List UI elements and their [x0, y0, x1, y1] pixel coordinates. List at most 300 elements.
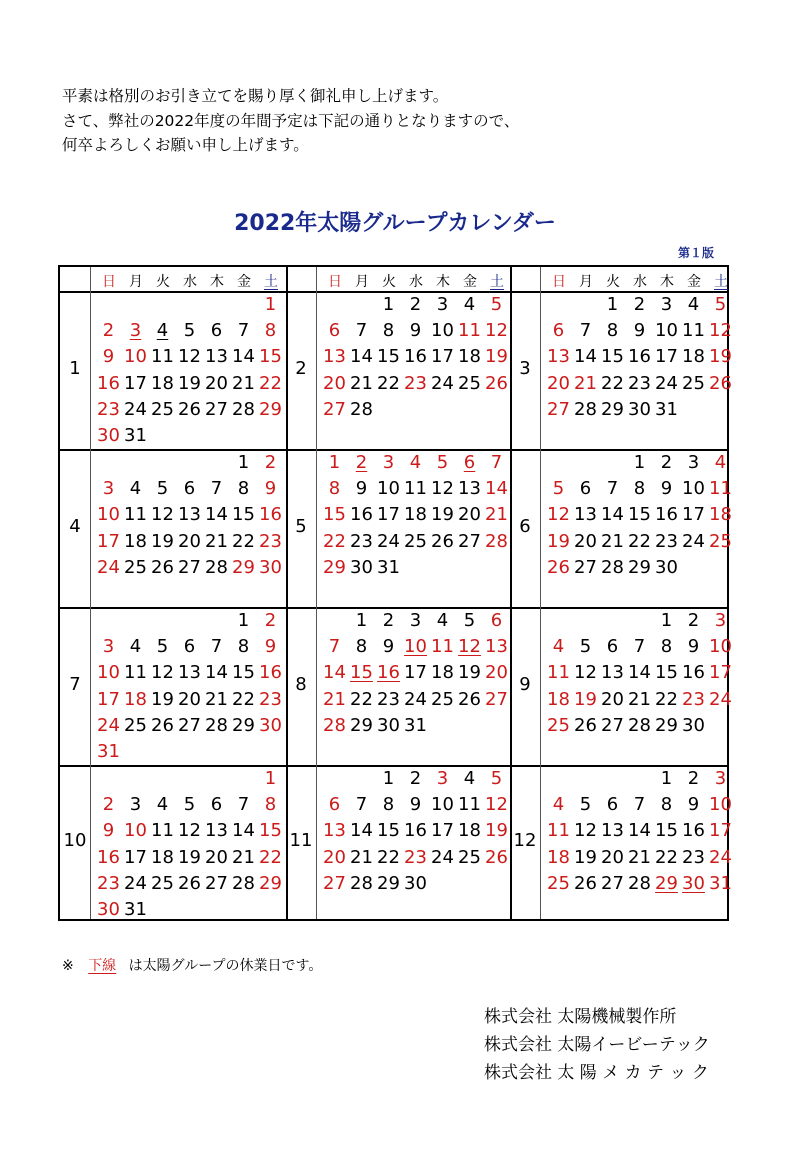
- day-cell: 13: [178, 504, 201, 526]
- day-cell: 27: [547, 398, 570, 420]
- day-cell: 28: [350, 872, 373, 894]
- day-cell: 4: [436, 610, 449, 631]
- day-cell: 21: [205, 688, 228, 710]
- day-cell: 15: [350, 662, 373, 684]
- day-cell: 11: [709, 478, 732, 500]
- day-cell: 2: [102, 794, 115, 816]
- weekday-header: 火: [156, 274, 170, 290]
- day-cell: 15: [259, 820, 282, 842]
- day-cell: 5: [156, 478, 169, 500]
- day-cell: 22: [655, 846, 678, 868]
- day-cell: 17: [431, 346, 454, 368]
- day-cell: 9: [660, 478, 673, 500]
- company-name: 株式会社 太陽イービーテック: [484, 1035, 710, 1055]
- day-cell: 9: [382, 636, 395, 658]
- day-cell: 24: [431, 846, 454, 868]
- day-cell: 23: [655, 530, 678, 552]
- day-cell: 31: [124, 899, 147, 920]
- day-cell: 29: [323, 556, 346, 578]
- day-cell: 20: [323, 372, 346, 394]
- day-cell: 1: [264, 768, 277, 789]
- day-cell: 29: [655, 714, 678, 736]
- greeting-line: さて、弊社の2022年度の年間予定は下記の通りとなりますので、: [62, 111, 520, 130]
- day-cell: 23: [404, 846, 427, 868]
- day-cell: 8: [660, 636, 673, 658]
- day-cell: 3: [129, 320, 142, 342]
- day-cell: 3: [714, 610, 727, 631]
- day-cell: 4: [129, 478, 142, 500]
- greeting-line: 平素は格別のお引き立てを賜り厚く御礼申し上げます。: [62, 87, 449, 105]
- day-cell: 15: [655, 662, 678, 684]
- day-cell: 26: [178, 398, 201, 420]
- day-cell: 13: [547, 346, 570, 368]
- day-cell: 16: [682, 662, 705, 684]
- day-cell: 22: [601, 372, 624, 394]
- day-cell: 25: [458, 846, 481, 868]
- edition-label: 第１版: [678, 246, 715, 260]
- day-cell: 31: [404, 714, 427, 736]
- day-cell: 28: [574, 398, 597, 420]
- day-cell: 20: [178, 688, 201, 710]
- day-cell: 8: [237, 478, 250, 500]
- calendar-grid: [58, 265, 732, 921]
- day-cell: 22: [232, 688, 255, 710]
- month-label: 9: [519, 674, 531, 695]
- day-cell: 10: [124, 820, 147, 842]
- weekday-header: 月: [579, 274, 593, 290]
- day-cell: 28: [485, 530, 508, 552]
- day-cell: 4: [156, 794, 169, 816]
- day-cell: 11: [458, 320, 481, 342]
- day-cell: 14: [323, 662, 346, 684]
- day-cell: 28: [232, 872, 255, 894]
- day-cell: 24: [709, 688, 732, 710]
- day-cell: 28: [628, 872, 651, 894]
- day-cell: 23: [350, 530, 373, 552]
- weekday-header: 木: [436, 274, 450, 290]
- day-cell: 7: [328, 636, 341, 658]
- day-cell: 16: [377, 662, 400, 684]
- day-cell: 30: [655, 556, 678, 578]
- day-cell: 26: [151, 714, 174, 736]
- day-cell: 27: [178, 556, 201, 578]
- day-cell: 17: [124, 372, 147, 394]
- day-cell: 30: [377, 714, 400, 736]
- greeting-line: 何卒よろしくお願い申し上げます。: [62, 136, 309, 154]
- month-label: 10: [63, 830, 87, 851]
- day-cell: 22: [655, 688, 678, 710]
- day-cell: 14: [350, 346, 373, 368]
- day-cell: 18: [404, 504, 427, 526]
- day-cell: 22: [259, 846, 282, 868]
- day-cell: 18: [709, 504, 732, 526]
- day-cell: 9: [409, 320, 422, 342]
- day-cell: 9: [264, 636, 277, 658]
- day-cell: 31: [124, 425, 147, 446]
- note-underline-example: 下線: [88, 958, 117, 974]
- day-cell: 7: [579, 320, 592, 342]
- day-cell: 25: [404, 530, 427, 552]
- day-cell: 26: [151, 556, 174, 578]
- day-cell: 9: [102, 346, 115, 368]
- day-cell: 16: [259, 662, 282, 684]
- day-cell: 7: [237, 794, 250, 816]
- day-cell: 16: [628, 346, 651, 368]
- day-cell: 8: [264, 794, 277, 816]
- day-cell: 31: [709, 872, 732, 894]
- day-cell: 4: [129, 636, 142, 658]
- day-cell: 26: [485, 846, 508, 868]
- day-cell: 10: [377, 478, 400, 500]
- day-cell: 15: [323, 504, 346, 526]
- day-cell: 19: [151, 688, 174, 710]
- day-cell: 8: [328, 478, 341, 500]
- day-cell: 23: [682, 688, 705, 710]
- day-cell: 20: [601, 846, 624, 868]
- day-cell: 15: [259, 346, 282, 368]
- day-cell: 2: [102, 320, 115, 342]
- weekday-header: 土: [490, 274, 504, 290]
- day-cell: 24: [431, 372, 454, 394]
- day-cell: 16: [97, 372, 120, 394]
- day-cell: 30: [97, 425, 120, 446]
- weekday-header: 金: [237, 274, 251, 290]
- day-cell: 17: [97, 530, 120, 552]
- day-cell: 18: [124, 688, 147, 710]
- day-cell: 29: [259, 398, 282, 420]
- month-label: 1: [69, 358, 81, 379]
- day-cell: 13: [485, 636, 508, 658]
- day-cell: 21: [350, 846, 373, 868]
- day-cell: 22: [259, 372, 282, 394]
- day-cell: 20: [458, 504, 481, 526]
- day-cell: 1: [328, 452, 341, 473]
- day-cell: 3: [102, 478, 115, 500]
- day-cell: 31: [377, 556, 400, 578]
- day-cell: 16: [404, 820, 427, 842]
- label-divider: [540, 267, 541, 919]
- day-cell: 29: [259, 872, 282, 894]
- day-cell: 4: [463, 294, 476, 315]
- day-cell: 6: [210, 320, 223, 342]
- day-cell: 30: [259, 556, 282, 578]
- day-cell: 23: [97, 872, 120, 894]
- label-divider: [316, 267, 317, 919]
- day-cell: 2: [264, 452, 277, 473]
- day-cell: 14: [485, 478, 508, 500]
- day-cell: 20: [205, 372, 228, 394]
- day-cell: 6: [579, 478, 592, 500]
- day-cell: 18: [547, 688, 570, 710]
- day-cell: 6: [328, 794, 341, 816]
- day-cell: 30: [682, 714, 705, 736]
- day-cell: 21: [574, 372, 597, 394]
- day-cell: 9: [355, 478, 368, 500]
- day-cell: 20: [485, 662, 508, 684]
- day-cell: 7: [490, 452, 503, 473]
- day-cell: 26: [547, 556, 570, 578]
- day-cell: 5: [714, 294, 727, 315]
- day-cell: 25: [547, 714, 570, 736]
- day-cell: 20: [574, 530, 597, 552]
- day-cell: 4: [156, 320, 169, 342]
- day-cell: 13: [458, 478, 481, 500]
- day-cell: 5: [490, 768, 503, 789]
- day-cell: 16: [682, 820, 705, 842]
- day-cell: 15: [601, 346, 624, 368]
- day-cell: 3: [436, 294, 449, 315]
- day-cell: 27: [323, 872, 346, 894]
- month-label: 11: [289, 830, 313, 851]
- day-cell: 30: [259, 714, 282, 736]
- day-cell: 14: [628, 662, 651, 684]
- day-cell: 3: [102, 636, 115, 658]
- day-cell: 28: [601, 556, 624, 578]
- day-cell: 8: [355, 636, 368, 658]
- day-cell: 20: [547, 372, 570, 394]
- day-cell: 18: [151, 372, 174, 394]
- day-cell: 26: [431, 530, 454, 552]
- day-cell: 6: [606, 794, 619, 816]
- day-cell: 16: [655, 504, 678, 526]
- row-divider: [60, 449, 727, 451]
- day-cell: 1: [382, 294, 395, 315]
- month-label: 12: [513, 830, 537, 851]
- day-cell: 3: [409, 610, 422, 631]
- day-cell: 4: [552, 636, 565, 658]
- day-cell: 18: [151, 846, 174, 868]
- day-cell: 2: [687, 610, 700, 631]
- day-cell: 29: [601, 398, 624, 420]
- day-cell: 11: [682, 320, 705, 342]
- day-cell: 13: [601, 820, 624, 842]
- day-cell: 3: [382, 452, 395, 473]
- day-cell: 15: [377, 820, 400, 842]
- day-cell: 19: [485, 346, 508, 368]
- weekday-header: 日: [102, 274, 116, 290]
- day-cell: 12: [547, 504, 570, 526]
- day-cell: 26: [485, 372, 508, 394]
- day-cell: 9: [687, 636, 700, 658]
- day-cell: 17: [682, 504, 705, 526]
- day-cell: 23: [404, 372, 427, 394]
- day-cell: 6: [183, 478, 196, 500]
- day-cell: 27: [601, 872, 624, 894]
- weekday-header: 金: [463, 274, 477, 290]
- day-cell: 30: [350, 556, 373, 578]
- day-cell: 13: [323, 346, 346, 368]
- day-cell: 17: [377, 504, 400, 526]
- day-cell: 19: [485, 820, 508, 842]
- day-cell: 8: [382, 320, 395, 342]
- day-cell: 15: [232, 504, 255, 526]
- day-cell: 11: [124, 504, 147, 526]
- day-cell: 5: [436, 452, 449, 473]
- day-cell: 3: [129, 794, 142, 816]
- day-cell: 21: [323, 688, 346, 710]
- day-cell: 1: [606, 294, 619, 315]
- day-cell: 6: [463, 452, 476, 473]
- day-cell: 2: [409, 768, 422, 789]
- day-cell: 30: [682, 872, 705, 894]
- weekday-header: 日: [328, 274, 342, 290]
- day-cell: 9: [102, 820, 115, 842]
- day-cell: 22: [377, 372, 400, 394]
- day-cell: 19: [574, 846, 597, 868]
- company-name: 株式会社 太陽機械製作所: [484, 1007, 677, 1027]
- day-cell: 6: [490, 610, 503, 631]
- day-cell: 12: [709, 320, 732, 342]
- day-cell: 1: [264, 294, 277, 315]
- day-cell: 19: [178, 372, 201, 394]
- day-cell: 13: [205, 820, 228, 842]
- day-cell: 13: [205, 346, 228, 368]
- day-cell: 23: [682, 846, 705, 868]
- day-cell: 14: [350, 820, 373, 842]
- day-cell: 28: [323, 714, 346, 736]
- month-label: 2: [295, 358, 307, 379]
- day-cell: 31: [97, 741, 120, 762]
- day-cell: 18: [431, 662, 454, 684]
- weekday-header: 土: [714, 274, 728, 290]
- day-cell: 24: [97, 556, 120, 578]
- day-cell: 17: [655, 346, 678, 368]
- day-cell: 20: [178, 530, 201, 552]
- day-cell: 8: [237, 636, 250, 658]
- legend-note: [62, 955, 322, 975]
- day-cell: 11: [431, 636, 454, 658]
- day-cell: 15: [628, 504, 651, 526]
- day-cell: 22: [350, 688, 373, 710]
- row-divider: [60, 607, 727, 609]
- day-cell: 18: [124, 530, 147, 552]
- day-cell: 23: [377, 688, 400, 710]
- month-label: 4: [69, 516, 81, 537]
- day-cell: 2: [687, 768, 700, 789]
- day-cell: 5: [552, 478, 565, 500]
- day-cell: 9: [264, 478, 277, 500]
- day-cell: 3: [714, 768, 727, 789]
- day-cell: 2: [382, 610, 395, 631]
- day-cell: 24: [682, 530, 705, 552]
- day-cell: 25: [458, 372, 481, 394]
- weekday-header: 火: [606, 274, 620, 290]
- day-cell: 1: [660, 610, 673, 631]
- day-cell: 4: [687, 294, 700, 315]
- day-cell: 21: [601, 530, 624, 552]
- day-cell: 19: [547, 530, 570, 552]
- day-cell: 16: [97, 846, 120, 868]
- day-cell: 11: [404, 478, 427, 500]
- day-cell: 12: [178, 820, 201, 842]
- day-cell: 5: [156, 636, 169, 658]
- day-cell: 17: [431, 820, 454, 842]
- day-cell: 11: [547, 662, 570, 684]
- day-cell: 1: [660, 768, 673, 789]
- day-cell: 25: [124, 714, 147, 736]
- day-cell: 25: [124, 556, 147, 578]
- day-cell: 17: [709, 662, 732, 684]
- day-cell: 29: [628, 556, 651, 578]
- day-cell: 19: [458, 662, 481, 684]
- day-cell: 26: [178, 872, 201, 894]
- day-cell: 12: [458, 636, 481, 658]
- day-cell: 22: [377, 846, 400, 868]
- day-cell: 4: [463, 768, 476, 789]
- day-cell: 2: [660, 452, 673, 473]
- day-cell: 6: [328, 320, 341, 342]
- day-cell: 3: [687, 452, 700, 473]
- day-cell: 23: [259, 530, 282, 552]
- day-cell: 26: [458, 688, 481, 710]
- day-cell: 26: [574, 714, 597, 736]
- day-cell: 8: [660, 794, 673, 816]
- day-cell: 24: [404, 688, 427, 710]
- day-cell: 7: [210, 636, 223, 658]
- day-cell: 25: [151, 872, 174, 894]
- month-label: 6: [519, 516, 531, 537]
- day-cell: 5: [490, 294, 503, 315]
- day-cell: 17: [709, 820, 732, 842]
- day-cell: 27: [178, 714, 201, 736]
- label-divider: [90, 267, 91, 919]
- day-cell: 1: [382, 768, 395, 789]
- day-cell: 2: [409, 294, 422, 315]
- day-cell: 4: [714, 452, 727, 473]
- day-cell: 15: [377, 346, 400, 368]
- weekday-header: 土: [264, 274, 278, 290]
- day-cell: 8: [264, 320, 277, 342]
- day-cell: 14: [574, 346, 597, 368]
- day-cell: 29: [655, 872, 678, 894]
- day-cell: 7: [237, 320, 250, 342]
- day-cell: 27: [205, 872, 228, 894]
- day-cell: 25: [431, 688, 454, 710]
- day-cell: 27: [323, 398, 346, 420]
- day-cell: 21: [350, 372, 373, 394]
- day-cell: 29: [232, 714, 255, 736]
- day-cell: 28: [205, 714, 228, 736]
- day-cell: 17: [124, 846, 147, 868]
- day-cell: 21: [628, 846, 651, 868]
- header-divider: [60, 291, 727, 293]
- note-text: は太陽グループの休業日です。: [128, 958, 323, 974]
- weekday-header: 金: [687, 274, 701, 290]
- day-cell: 7: [633, 794, 646, 816]
- day-cell: 29: [377, 872, 400, 894]
- day-cell: 10: [709, 636, 732, 658]
- day-cell: 3: [660, 294, 673, 315]
- day-cell: 19: [151, 530, 174, 552]
- day-cell: 11: [151, 346, 174, 368]
- day-cell: 20: [323, 846, 346, 868]
- day-cell: 18: [458, 346, 481, 368]
- day-cell: 21: [232, 846, 255, 868]
- day-cell: 27: [205, 398, 228, 420]
- day-cell: 8: [382, 794, 395, 816]
- day-cell: 16: [259, 504, 282, 526]
- day-cell: 23: [97, 398, 120, 420]
- day-cell: 5: [463, 610, 476, 631]
- weekday-header: 水: [409, 274, 423, 290]
- day-cell: 25: [151, 398, 174, 420]
- day-cell: 25: [682, 372, 705, 394]
- day-cell: 14: [232, 346, 255, 368]
- day-cell: 12: [151, 504, 174, 526]
- day-cell: 13: [178, 662, 201, 684]
- day-cell: 18: [547, 846, 570, 868]
- day-cell: 15: [655, 820, 678, 842]
